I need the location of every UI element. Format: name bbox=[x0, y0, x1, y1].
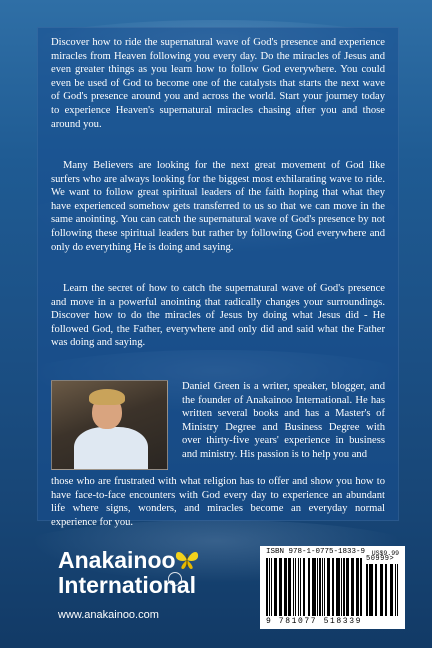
isbn-text: ISBN 978-1-0775-1833-9 bbox=[266, 548, 366, 556]
barcode-bar bbox=[314, 558, 316, 616]
butterfly-icon bbox=[173, 549, 201, 571]
barcode-bar bbox=[343, 558, 345, 616]
barcode-number: 9 781077 518339 bbox=[266, 617, 363, 626]
description-paragraph-3: Learn the secret of how to catch the supernatural wave of God's presence and move in a powerful anointing that radically changes your surroundings. Discover how to do the miracles of Jesus by doing what Jesus did - He followed God, the Father, everywhere and only did and said what the Father was doing and saying. bbox=[51, 283, 385, 349]
author-bio-continued: those who are frustrated with what religion has to offer and show you how to have face-to-face encounters with God every day to experience an abundant life where signs, wonders, and miracles become an everyday normal experience for you. bbox=[51, 476, 385, 528]
barcode-bar bbox=[295, 558, 297, 616]
barcode-bar bbox=[371, 564, 373, 616]
barcode-bar bbox=[357, 558, 358, 616]
globe-icon bbox=[168, 572, 182, 586]
publisher-url: www.anakainoo.com bbox=[58, 609, 159, 621]
barcode-bar bbox=[266, 558, 268, 616]
author-photo bbox=[51, 380, 168, 470]
barcode-bar bbox=[386, 564, 387, 616]
barcode-bar bbox=[285, 558, 287, 616]
barcode-bar bbox=[328, 558, 330, 616]
barcode-addon-number: 50999> bbox=[366, 555, 395, 563]
barcode-bar bbox=[304, 558, 305, 616]
barcode-bar bbox=[271, 558, 272, 616]
author-bio: Daniel Green is a writer, speaker, blogger, and the founder of Anakainoo International. He has written several books and has a Master's of Ministry Degree and Business Degree with over thirty-five years' experience in business and ministry. His passion is to help you and bbox=[182, 381, 385, 460]
barcode-bar bbox=[397, 564, 399, 616]
barcode-bar bbox=[338, 558, 340, 616]
barcode-bar bbox=[348, 558, 350, 616]
barcode-bar bbox=[324, 558, 326, 616]
publisher-name-line2: International bbox=[58, 572, 197, 598]
isbn-barcode bbox=[260, 546, 405, 629]
barcode-bar bbox=[290, 558, 291, 616]
description-paragraph-1: Discover how to ride the supernatural wave of God's presence and experience miracles from Heaven following you every day. Do the miracles of Jesus and even greater things as you learn how to follow God everywhere. You could even be used of God to become one of the catalysts that starts the next wave of God's presence around you and across the world. Start your journey today to experience Heaven's supernatural miracles chasing after you and those around you. bbox=[51, 37, 385, 130]
barcode-bar bbox=[352, 558, 354, 616]
barcode-addon-bars bbox=[366, 564, 400, 616]
barcode-bar bbox=[276, 558, 277, 616]
publisher-name-line1: Anakainoo bbox=[58, 547, 176, 573]
barcode-bars bbox=[266, 558, 362, 616]
barcode-bar bbox=[333, 558, 334, 616]
barcode-bar bbox=[319, 558, 321, 616]
barcode-bar bbox=[309, 558, 310, 616]
barcode-bar bbox=[366, 564, 368, 616]
price-text: US$9.99 bbox=[371, 550, 399, 557]
barcode-bar bbox=[381, 564, 382, 616]
barcode-bar bbox=[392, 564, 393, 616]
barcode-bar bbox=[360, 558, 362, 616]
barcode-bar bbox=[300, 558, 301, 616]
barcode-bar bbox=[376, 564, 377, 616]
barcode-bar bbox=[280, 558, 281, 616]
description-paragraph-2: Many Believers are looking for the next great movement of God like surfers who are always looking for the biggest most exhilarating wave to ride. We want to follow great spiritual leaders of the faith hoping that what they have experienced somehow gets transferred to us so that we can move in the same anointing. You can catch the supernatural wave of God's presence by not following these spiritual leaders but rather by following God everywhere and only do everything He is doing and saying. bbox=[51, 160, 385, 253]
